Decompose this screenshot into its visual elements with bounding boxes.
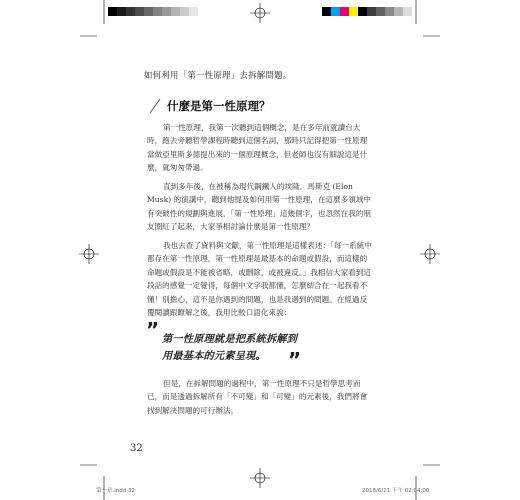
registration-mark-left <box>79 244 99 264</box>
paragraph-1: 第一性原理，我第一次聽到這個概念，是在多年前就讀台大時，跑去旁聽哲學課程時聽到這個名詞，那時只記得把第一性原理當做亞里斯多德提出來的一個原理概念，但老師也沒有細說這是什麼，就匆匆帶過。 <box>147 123 368 173</box>
section-heading <box>148 98 271 114</box>
paragraph-2: 直到多年後，在被稱為現代鋼鐵人的埃隆．馬斯克 (Elon Musk) 的演講中，聽到他提及如何用第一性原理，在這麼多領域中有突破性的規劃與進展，「第一性原理」這幾個字，也忽然在我的朋友圈紅了起來，大家爭相討論什麼是第一性原理？ <box>147 182 372 232</box>
registration-mark-right <box>420 244 440 264</box>
paragraph-4: 但是，在拆解問題的過程中，第一性原理不只是哲學思考而已，而是透過拆解所有「不可變」和「可變」的元素後，我們將會找到解決問題的可行辦法。 <box>147 379 368 415</box>
pull-quote-line-1: 第一性原理就是把系統拆解到 <box>162 334 298 345</box>
pull-quote-line-2: 用最基本的元素呈現。 <box>162 351 266 362</box>
slash-ornament-icon <box>148 98 162 114</box>
close-quote-mark: ” <box>288 348 302 372</box>
section-title: 什麼是第一性原理？ <box>167 99 271 113</box>
intro-line: 如何利用「第一性原理」去拆解問題。 <box>144 70 292 80</box>
registration-mark-top <box>250 3 270 23</box>
footer-file-name: 第一章.indd 32 <box>96 488 135 494</box>
open-quote-mark: ” <box>146 318 160 342</box>
page-number: 32 <box>130 443 143 454</box>
footer-timestamp: 2018/6/21 下午 02:04:00 <box>362 488 430 494</box>
registration-mark-bottom <box>250 468 270 488</box>
paragraph-3: 我也去查了資料與文獻，第一性原理是這樣表述：「每一系統中都存在第一性原理，第一性原理是最基本的命題或假設，而這樣的命題或假設是不能被省略，或刪除，或被違反。」我相信大家看到這段話的感覺一定覺得，每個中文字我都懂，怎麼結合在一起我看不懂！別擔心，這不是你遇到的問題，也是我遇到的問題。在經過反覆閱讀跟瞭解之後，我用比較口語化來說： <box>147 241 372 318</box>
